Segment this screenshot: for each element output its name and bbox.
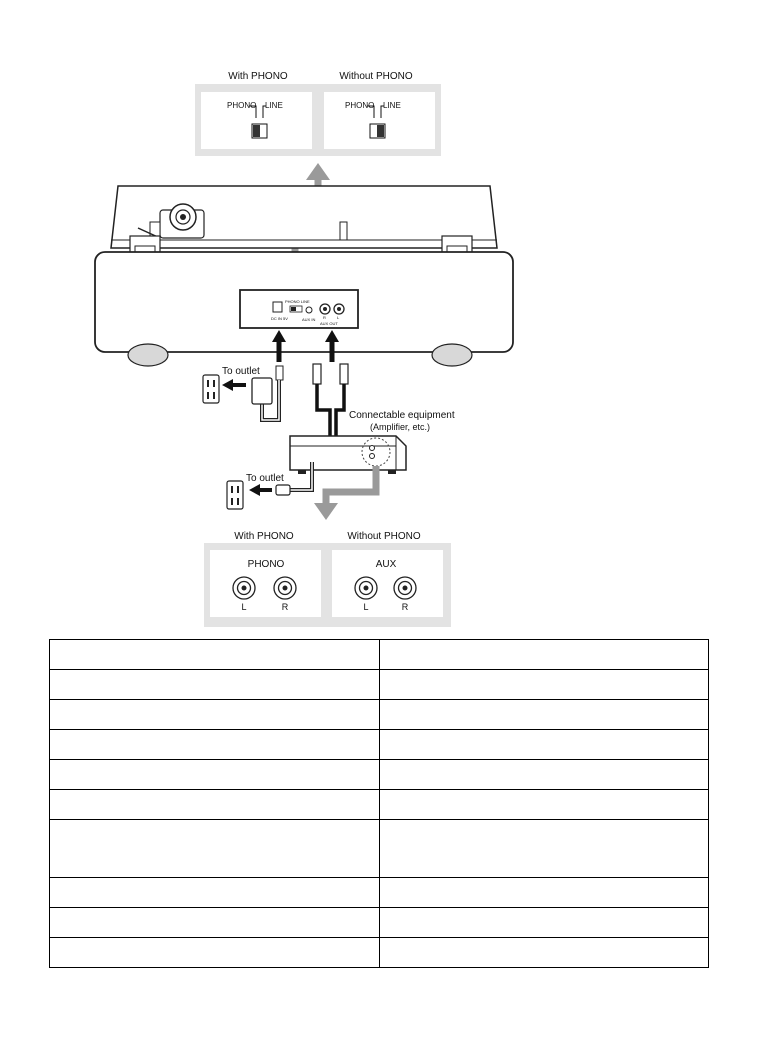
table-cell [50,908,380,938]
bottom-with-phono-title: With PHONO [234,531,294,542]
equipment-label-1: Connectable equipment [349,410,455,421]
amplifier [290,436,406,474]
phono-r-label: R [281,602,289,612]
outlet-2-icon [227,481,243,509]
aux-r-label: R [401,602,409,612]
top-right-line-text: LINE [383,101,401,110]
aux-in-label: AUX IN [302,317,316,322]
outlet-2-label: To outlet [246,473,284,484]
table-row [50,730,709,760]
top-panel-left-box [201,92,312,149]
top-left-line-text: LINE [265,101,283,110]
aux-input-label: AUX [375,559,397,570]
top-without-phono-title: Without PHONO [339,71,413,82]
turntable [95,186,513,366]
aux-out-l-label: L [337,315,340,320]
table-cell [50,730,380,760]
top-right-switch-knob [377,125,384,137]
top-left-switch-knob [253,125,260,137]
gray-arrow-head-up [306,163,330,180]
table-cell [50,700,380,730]
table-cell [50,820,380,878]
table-cell [380,790,709,820]
dc-in-label: DC IN 5V [271,316,288,321]
table-row [50,640,709,670]
table-row [50,670,709,700]
right-foot [432,344,472,366]
left-foot [128,344,168,366]
top-left-phono-text: PHONO [227,101,257,110]
outlet-1-icon [203,375,219,403]
phono-input-label: PHONO [247,559,285,570]
aux-l-jack [355,577,377,599]
outlet-1-arrow-head [222,379,233,391]
table-cell [50,878,380,908]
table-cell [380,700,709,730]
table-row [50,790,709,820]
table-row [50,908,709,938]
aux-out-r-label: R [323,315,326,320]
table-cell [380,670,709,700]
phono-l-label: L [241,602,247,612]
bottom-without-phono-title: Without PHONO [347,531,421,542]
aux-l-label: L [363,602,369,612]
aux-in-jack [306,307,312,313]
table-cell [380,878,709,908]
phono-r-jack [274,577,296,599]
spec-table [49,639,709,968]
phono-l-jack [233,577,255,599]
table-row [50,760,709,790]
table-row [50,820,709,878]
table-row [50,938,709,968]
top-switch-panel [195,71,441,156]
table-cell [380,640,709,670]
aux-r-jack [394,577,416,599]
amp-plug [276,485,290,495]
top-with-phono-title: With PHONO [228,71,288,82]
top-panel-right-box [324,92,435,149]
spindle [340,222,347,240]
table-cell [50,938,380,968]
dc-in-jack [273,302,282,312]
table-row [50,878,709,908]
outlet-2-arrow-head [249,484,260,496]
bottom-input-panel [204,531,451,627]
table-cell [380,938,709,968]
table-cell [50,670,380,700]
table-cell [380,820,709,878]
table-cell [380,908,709,938]
equipment-label-2: (Amplifier, etc.) [370,422,431,432]
top-right-phono-text: PHONO [345,101,375,110]
gray-arrow-head-down [314,503,338,520]
aux-out-label: AUX OUT [320,321,338,326]
table-cell [380,730,709,760]
table-cell [50,790,380,820]
outlet-1-label: To outlet [222,366,260,377]
table-cell [50,760,380,790]
table-cell [380,760,709,790]
table-row [50,700,709,730]
table-cell [50,640,380,670]
rear-switch-label: PHONO LINE [285,299,310,304]
gray-arrow-to-bottom-panel [326,466,376,505]
